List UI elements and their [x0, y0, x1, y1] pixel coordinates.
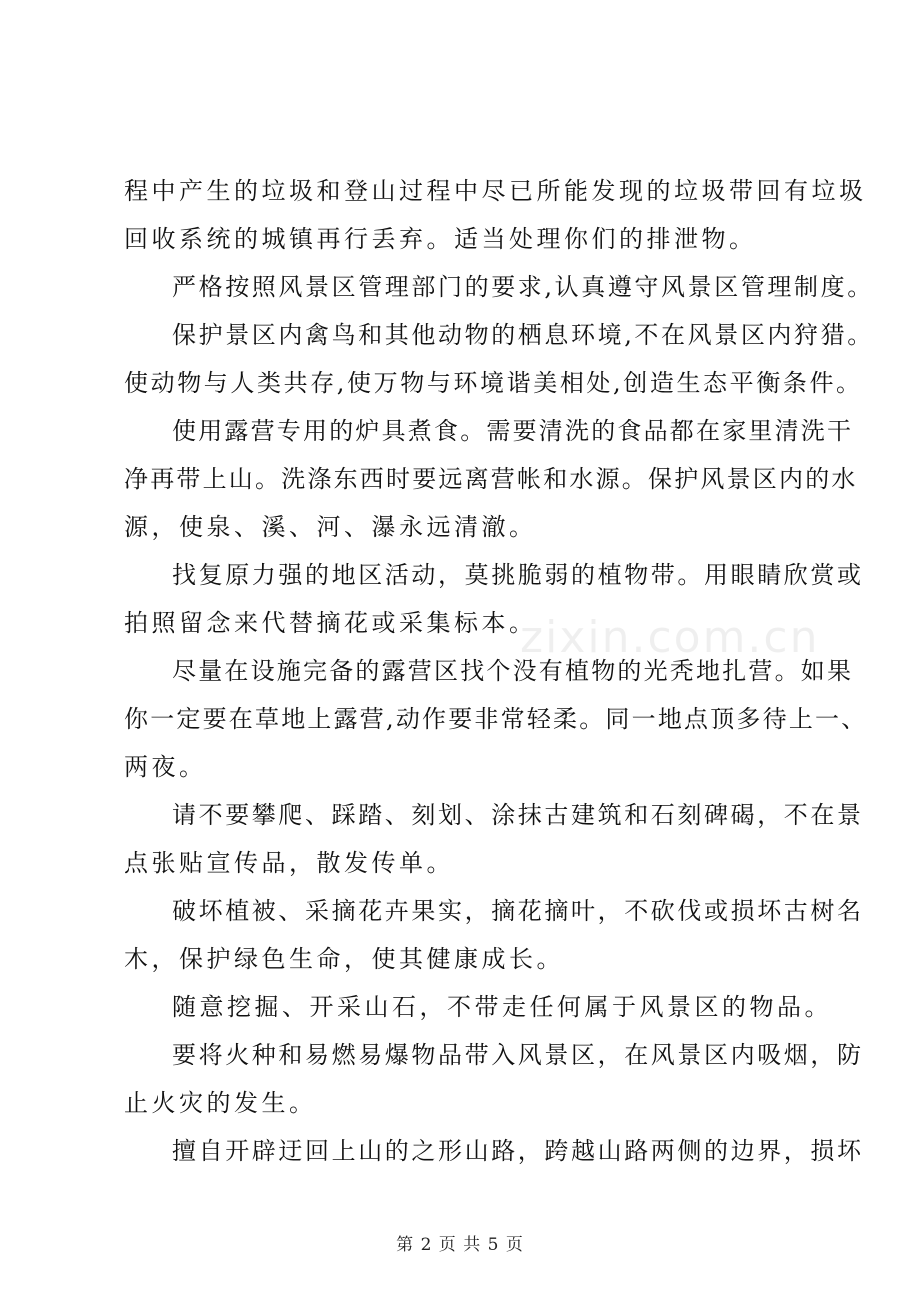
text-line: 程中产生的垃圾和登山过程中尽已所能发现的垃圾带回有垃圾 — [124, 177, 867, 205]
text-line: 源，使泉、溪、河、瀑永远清澈。 — [124, 513, 537, 541]
text-line: 找复原力强的地区活动，莫挑脆弱的植物带。用眼睛欣赏或 — [172, 561, 864, 589]
text-line: 要将火种和易燃易爆物品带入风景区，在风景区内吸烟，防 — [172, 1041, 864, 1069]
text-line: 擅自开辟迂回上山的之形山路，跨越山路两侧的边界，损坏 — [172, 1137, 864, 1165]
text-line: 使用露营专用的炉具煮食。需要清洗的食品都在家里清洗干 — [172, 417, 854, 445]
text-line: 净再带上山。洗涤东西时要远离营帐和水源。保护风景区内的水 — [124, 465, 858, 493]
text-line: 尽量在设施完备的露营区找个没有植物的光秃地扎营。如果 — [172, 657, 854, 685]
text-line: 止火灾的发生。 — [124, 1089, 317, 1117]
text-line: 随意挖掘、开采山石，不带走任何属于风景区的物品。 — [172, 993, 832, 1021]
text-line: 木，保护绿色生命，使其健康成长。 — [124, 945, 564, 973]
text-line: 严格按照风景区管理部门的要求,认真遵守风景区管理制度。 — [172, 273, 874, 301]
text-line: 拍照留念来代替摘花或采集标本。 — [124, 609, 537, 637]
text-line: 你一定要在草地上露营,动作要非常轻柔。同一地点顶多待上一、 — [124, 705, 868, 733]
watermark: zixin.com.cn — [520, 612, 820, 663]
text-line: 回收系统的城镇再行丢弃。适当处理你们的排泄物。 — [124, 225, 757, 253]
text-line: 两夜。 — [124, 753, 207, 781]
text-line: 保护景区内禽鸟和其他动物的栖息环境,不在风景区内狩猎。 — [172, 321, 874, 349]
text-line: 使动物与人类共存,使万物与环境谐美相处,创造生态平衡条件。 — [124, 369, 863, 397]
text-line: 破坏植被、采摘花卉果实，摘花摘叶，不砍伐或损坏古树名 — [172, 897, 864, 925]
page-number-footer: 第 2 页 共 5 页 — [396, 1235, 524, 1255]
text-line: 请不要攀爬、踩踏、刻划、涂抹古建筑和石刻碑碣，不在景 — [172, 801, 864, 829]
text-line: 点张贴宣传品，散发传单。 — [124, 849, 454, 877]
